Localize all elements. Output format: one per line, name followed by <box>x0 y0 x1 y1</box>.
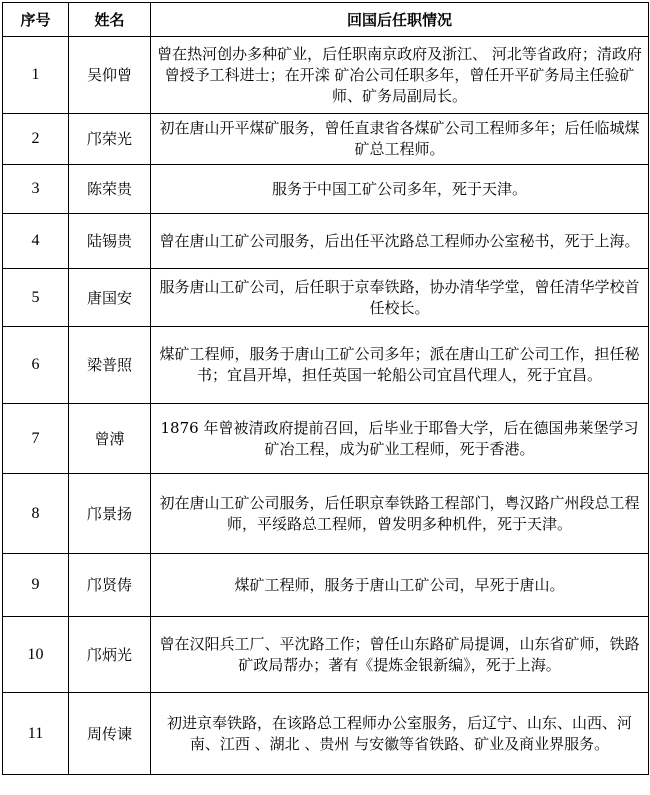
row-index: 3 <box>3 165 69 214</box>
row-name: 周传谏 <box>69 693 151 775</box>
row-name: 邝荣光 <box>69 114 151 165</box>
row-career: 曾在热河创办多种矿业，后任职南京政府及浙江、 河北等省政府；清政府曾授予工科进士；在开滦 矿冶公司任职多年，曾任开平矿务局主任验矿师、矿务局副局长。 <box>151 37 649 114</box>
row-career: 服务于中国工矿公司多年，死于天津。 <box>151 165 649 214</box>
table-row <box>3 404 649 474</box>
row-name: 陆锡贵 <box>69 214 151 269</box>
table-row <box>3 327 649 404</box>
table-row <box>3 114 649 165</box>
row-index: 6 <box>3 327 69 404</box>
row-name: 邝炳光 <box>69 617 151 693</box>
row-index: 10 <box>3 617 69 693</box>
row-name: 陈荣贵 <box>69 165 151 214</box>
career-table <box>2 2 649 775</box>
row-index: 4 <box>3 214 69 269</box>
row-index: 8 <box>3 474 69 554</box>
table-row <box>3 474 649 554</box>
header-career: 回国后任职情况 <box>151 3 649 37</box>
row-name: 唐国安 <box>69 269 151 327</box>
row-career: 初在唐山工矿公司服务，后任职京奉铁路工程部门，粤汉路广州段总工程师，平绥路总工程师，曾发明多种机件，死于天津。 <box>151 474 649 554</box>
table-row <box>3 165 649 214</box>
header-row <box>3 3 649 37</box>
row-index: 1 <box>3 37 69 114</box>
header-name: 姓名 <box>69 3 151 37</box>
row-career: 初进京奉铁路，在该路总工程师办公室服务，后辽宁、山东、山西、河南、江西 、湖北 、贵州 与安徽等省铁路、矿业及商业界服务。 <box>151 693 649 775</box>
table-row <box>3 269 649 327</box>
row-career: 煤矿工程师，服务于唐山工矿公司多年；派在唐山工矿公司工作，担任秘书；宜昌开埠，担任英国一轮船公司宜昌代理人，死于宜昌。 <box>151 327 649 404</box>
table-row <box>3 554 649 617</box>
header-index: 序号 <box>3 3 69 37</box>
row-name: 曾溥 <box>69 404 151 474</box>
row-index: 9 <box>3 554 69 617</box>
table-row <box>3 693 649 775</box>
row-career: 服务唐山工矿公司，后任职于京奉铁路，协办清华学堂，曾任清华学校首任校长。 <box>151 269 649 327</box>
row-name: 邝景扬 <box>69 474 151 554</box>
row-name: 吴仰曾 <box>69 37 151 114</box>
table-row <box>3 214 649 269</box>
row-career: 曾在唐山工矿公司服务，后出任平沈路总工程师办公室秘书，死于上海。 <box>151 214 649 269</box>
row-index: 11 <box>3 693 69 775</box>
row-career: 曾在汉阳兵工厂、平沈路工作；曾任山东路矿局提调，山东省矿师，铁路矿政局帮办；著有《提炼金银新编》，死于上海。 <box>151 617 649 693</box>
row-name: 梁普照 <box>69 327 151 404</box>
table-row <box>3 617 649 693</box>
row-index: 2 <box>3 114 69 165</box>
row-career: 1876 年曾被清政府提前召回，后毕业于耶鲁大学，后在德国弗莱堡学习矿冶工程，成为矿业工程师，死于香港。 <box>151 404 649 474</box>
row-index: 5 <box>3 269 69 327</box>
row-name: 邝贤俦 <box>69 554 151 617</box>
row-career: 初在唐山开平煤矿服务，曾任直隶省各煤矿公司工程师多年；后任临城煤矿总工程师。 <box>151 114 649 165</box>
table-row <box>3 37 649 114</box>
row-index: 7 <box>3 404 69 474</box>
row-career: 煤矿工程师，服务于唐山工矿公司，早死于唐山。 <box>151 554 649 617</box>
